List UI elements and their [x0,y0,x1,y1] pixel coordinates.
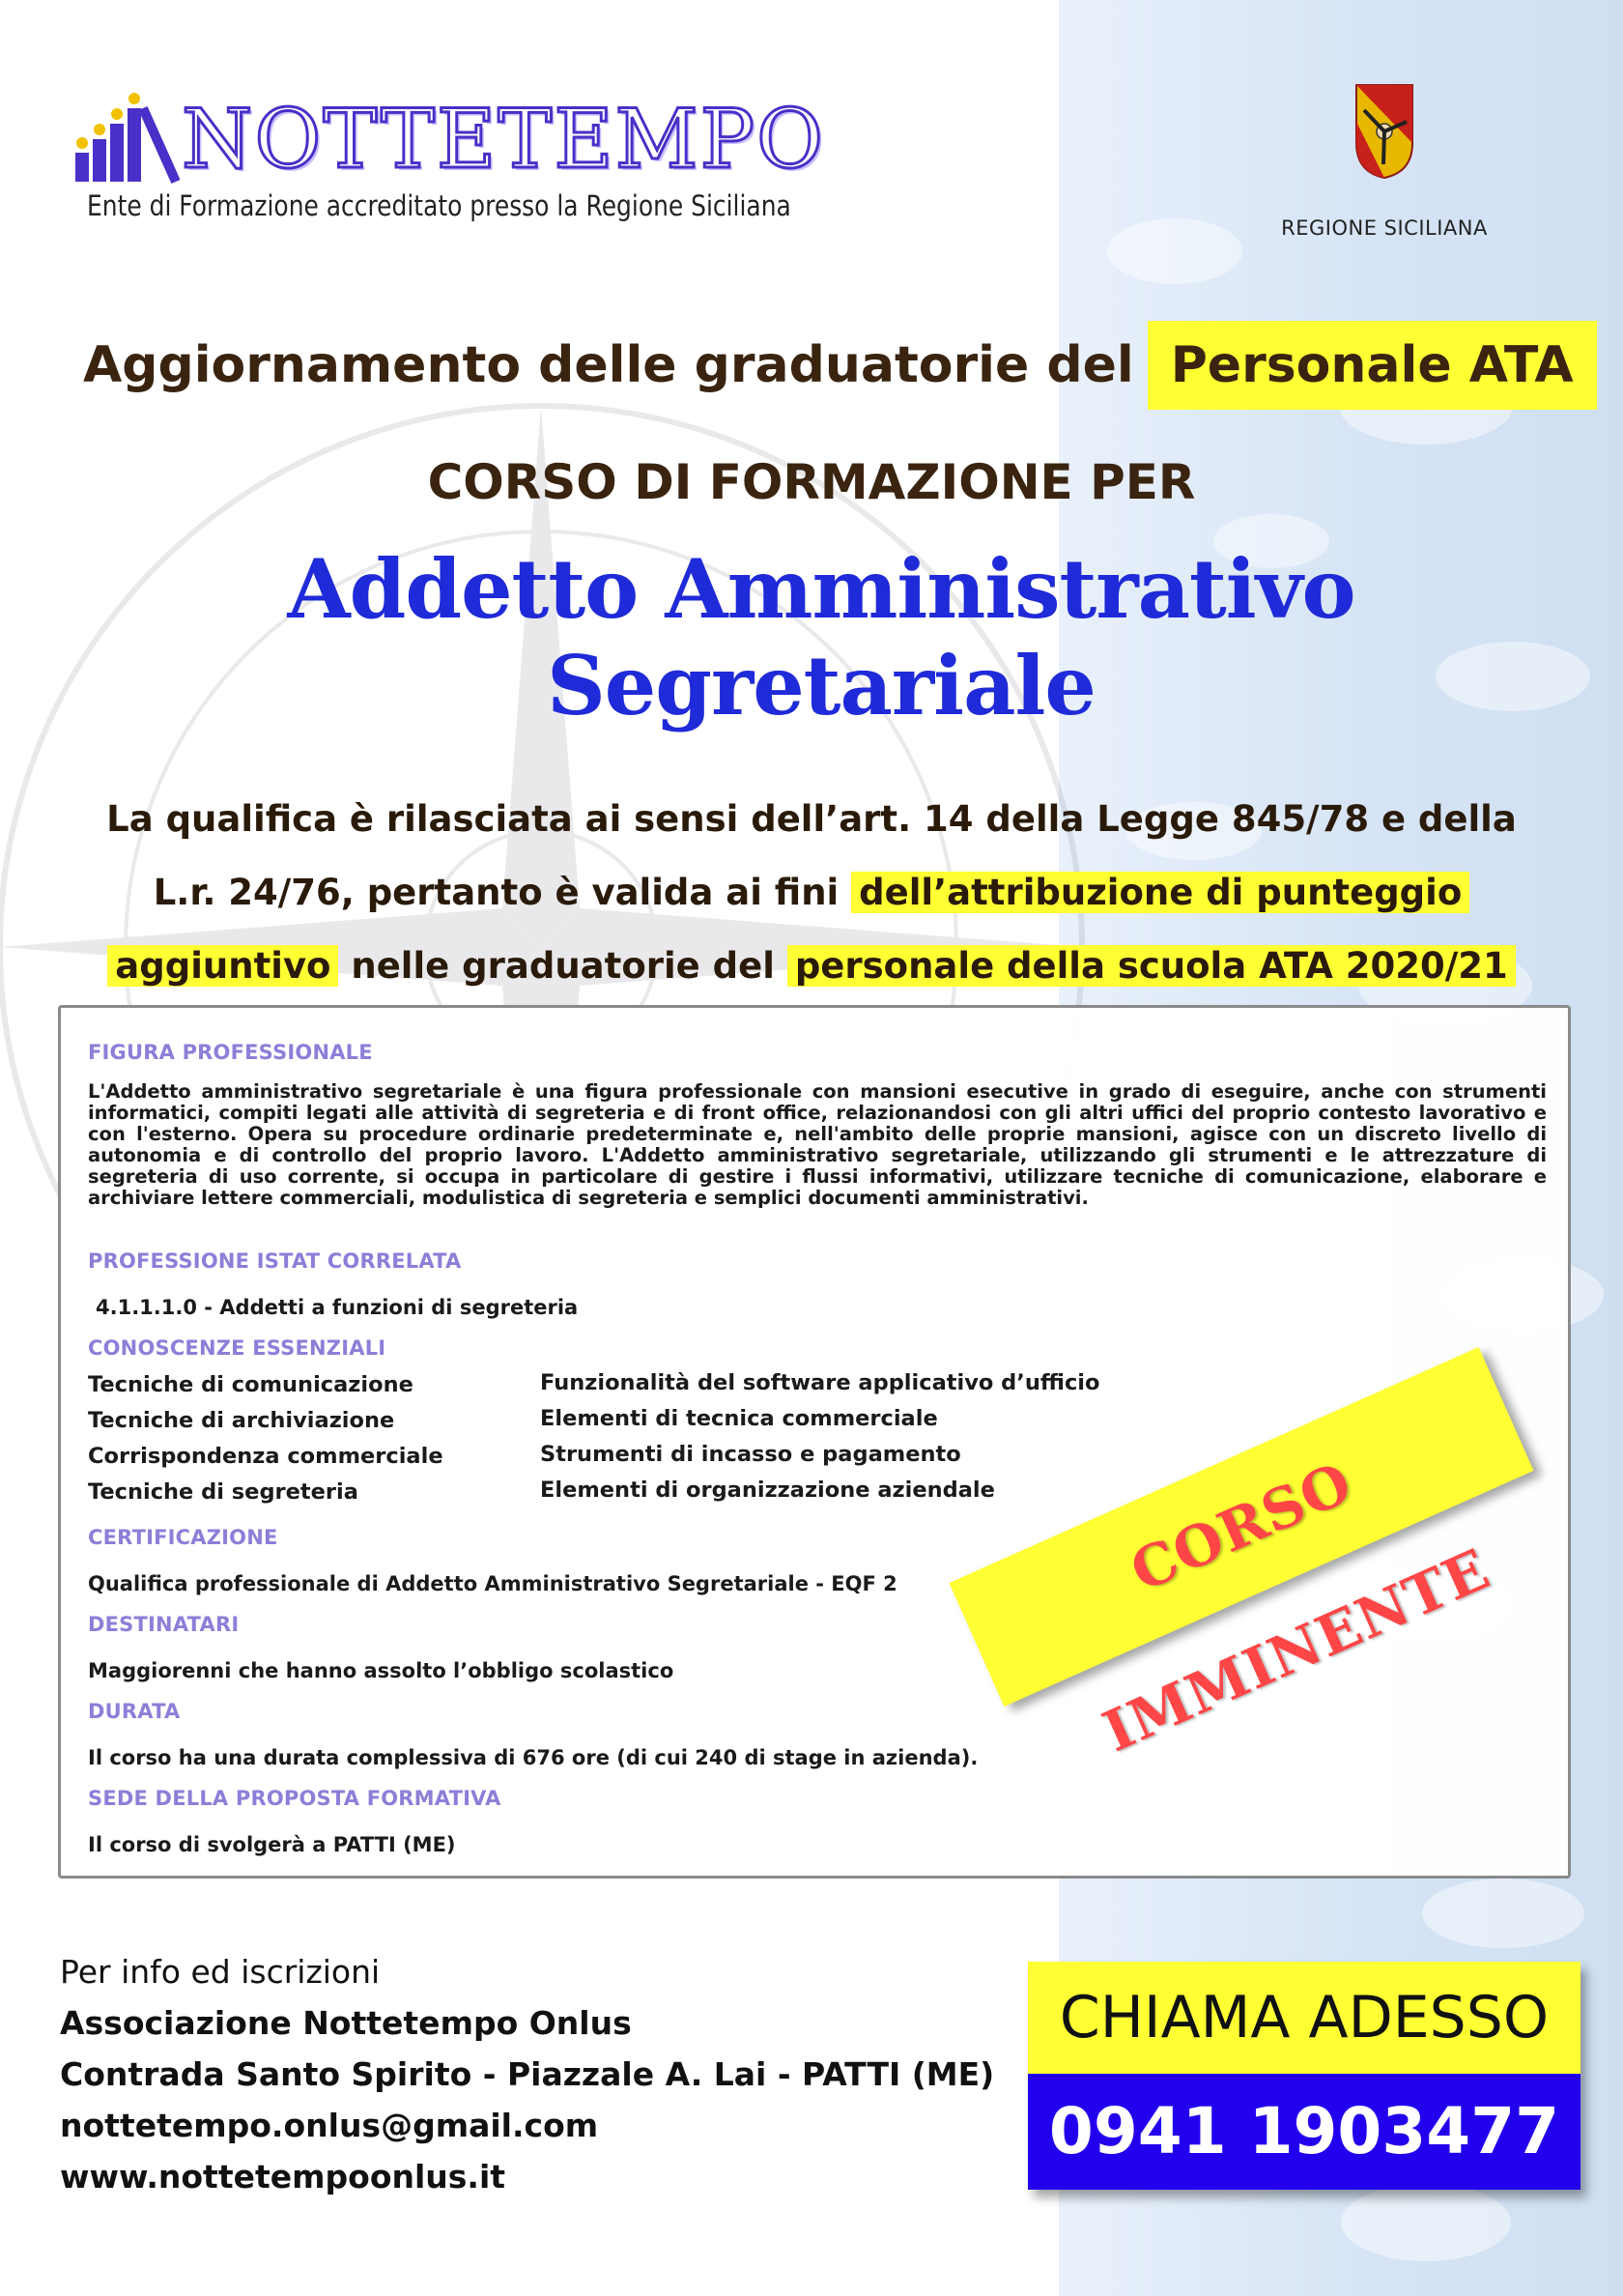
list-item: Corrispondenza commerciale [88,1444,443,1469]
headline-highlight: Personale ATA [1148,321,1597,410]
list-item: Tecniche di archiviazione [88,1408,395,1433]
list-item: Strumenti di incasso e pagamento [540,1442,961,1467]
qualifica-line3 [58,930,1565,1003]
contact-block [60,1946,995,2202]
qualifica-line3-highlight1: aggiuntivo [107,945,338,987]
contact-website-link[interactable]: www.nottetempoonlus.it [60,2158,506,2196]
course-title-line2: Segretariale [547,638,1096,733]
sede-value: Il corso di svolgerà a PATTI (ME) [88,1833,456,1856]
section-sede-label: SEDE DELLA PROPOSTA FORMATIVA [88,1787,501,1810]
contact-org: Associazione Nottetempo Onlus [60,2004,632,2042]
qualifica-line1: La qualifica è rilasciata ai sensi dell’art. 14 della Legge 845/78 e della [106,798,1517,840]
list-item: Tecniche di comunicazione [88,1372,413,1397]
qualifica-line3-text: nelle graduatorie del [351,945,775,987]
section-figura-label: FIGURA PROFESSIONALE [88,1041,373,1064]
headline-prefix: Aggiornamento delle graduatorie del [83,336,1134,394]
figura-description: L'Addetto amministrativo segretariale è una figura professionale con mansioni esecutive in grado di eseguire, anche con strumenti informatici, compiti legati alle attività di segreteria e di front office, relazionandosi con gli altri uffici del proprio contesto lavorativo e con l'esterno. Opera su procedure ordinarie predeterminate e, nell'ambito delle proprie mansioni, agisce con un discreto livello di autonomia e di controllo del proprio lavoro. L'Addetto amministrativo segretariale, utilizzando gli strumenti e le attrezzature di segreteria di uso corrente, si occupa in particolare di gestire i flussi informativi, utilizzare tecniche di comunicazione, elaborare e archiviare lettere commerciali, modulistica di segreteria e semplici documenti amministrativi. [88,1080,1547,1209]
section-durata-label: DURATA [88,1700,181,1723]
qualifica-line3-highlight2: personale della scuola ATA 2020/21 [787,945,1516,987]
qualifica-paragraph [58,783,1565,1003]
qualifica-line2 [58,856,1565,930]
dest-value: Maggiorenni che hanno assolto l’obbligo scolastico [88,1659,674,1682]
stepped-bars-logo-icon [73,93,180,189]
cert-value: Qualifica professionale di Addetto Amministrativo Segretariale - EQF 2 [88,1572,897,1595]
course-kicker: CORSO DI FORMAZIONE PER [427,454,1196,510]
section-conoscenze-label: CONOSCENZE ESSENZIALI [88,1336,386,1360]
call-now-box[interactable] [1028,1962,1580,2190]
conoscenze-left-list [88,1367,443,1510]
call-now-label: CHIAMA ADESSO [1028,1962,1580,2074]
course-title [0,541,1623,734]
contact-email-link[interactable]: nottetempo.onlus@gmail.com [60,2107,599,2144]
trinacria-crest-icon [1354,83,1414,180]
list-item: Tecniche di segreteria [88,1479,358,1505]
brand-logo [73,89,826,224]
list-item: Elementi di tecnica commerciale [540,1406,938,1431]
list-item: Funzionalità del software applicativo d’ufficio [540,1370,1100,1395]
section-cert-label: CERTIFICAZIONE [88,1526,278,1549]
region-name: REGIONE SICILIANA [1281,216,1488,240]
headline [83,319,1574,412]
durata-value: Il corso ha una durata complessiva di 676 ore (di cui 240 di stage in azienda). [88,1746,979,1769]
istat-value: 4.1.1.1.0 - Addetti a funzioni di segreteria [96,1296,579,1319]
qualifica-line2-text: L.r. 24/76, pertanto è valida ai fini [153,872,840,913]
contact-intro: Per info ed iscrizioni [60,1953,381,1991]
brand-subtitle: Ente di Formazione accreditato presso la Regione Siciliana [87,189,791,222]
section-dest-label: DESTINATARI [88,1613,240,1636]
section-istat-label: PROFESSIONE ISTAT CORRELATA [88,1249,462,1273]
conoscenze-right-list [540,1365,1099,1508]
course-title-line1: Addetto Amministrativo [287,541,1355,637]
corso-imminente-stamp: CORSO IMMINENTE [949,1347,1533,1707]
region-badge [1273,83,1495,247]
qualifica-line2-highlight: dell’attribuzione di punteggio [851,872,1469,913]
phone-number[interactable]: 0941 1903477 [1028,2074,1580,2190]
list-item: Elementi di organizzazione aziendale [540,1478,995,1503]
contact-address: Contrada Santo Spirito - Piazzale A. Lai - PATTI (ME) [60,2055,995,2093]
brand-name: NOTTETEMPO [182,92,826,187]
